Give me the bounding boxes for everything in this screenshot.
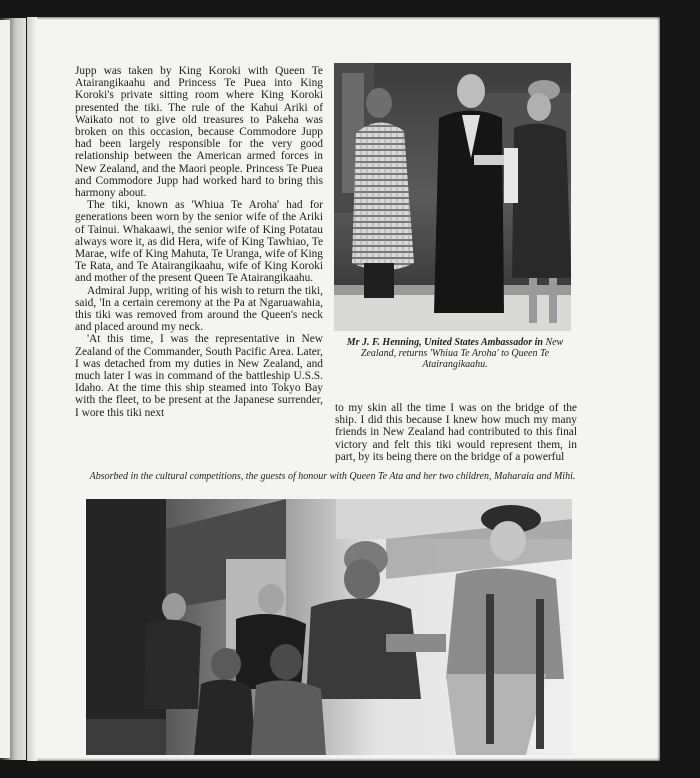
previous-page-sliver: [0, 20, 10, 758]
caption-ambassador-name: Mr J. F. Henning, United States Ambassador in: [346, 337, 543, 348]
paragraph-4: 'At this time, I was the representative in New Zealand of the Commander, South Pacific Area. Later, I was detached from my duties in New Zealand, and much later I was in command of the battleship U.S.S. Idaho. At the time this ship steamed into Tokyo Bay with the fleet, to be present at the Japanese surrender, I wore this tiki next: [75, 333, 323, 419]
caption-ambassador-rest: New Zealand, returns 'Whiua Te Aroha' to Queen Te Atairangikaahu.: [360, 337, 564, 370]
caption-ambassador: [335, 337, 575, 370]
photo-ambassador-image: [334, 63, 571, 331]
photo-guests: [86, 499, 572, 755]
paragraph-3: Admiral Jupp, writing of his wish to return the tiki, said, 'In a certain ceremony at the Pa at Ngaruawahia, this tiki was removed from around the Queen's neck and placed around my neck.: [75, 284, 323, 334]
photo-guests-image: [86, 499, 572, 755]
text-column-left: [75, 65, 323, 419]
paragraph-1: Jupp was taken by King Koroki with Queen Te Atairangikaahu and Princess Te Puea into King Koroki's private sitting room where King Koroki presented the tiki. The rule of the Kahui Ariki of Waikato not to give old treasures to Pakeha was broken on this occasion, because Commodore Jupp had been largely responsible for the very good relationship between the American armed forces in New Zealand, and the Maori people. Princess Te Puea and Commodore Jupp had worked hard to bring this harmony about.: [75, 65, 323, 200]
paragraph-2: The tiki, known as 'Whiua Te Aroha' had for generations been worn by the senior wife of the Ariki of Tainui. Whakaawi, the senior wife of King Potatau always wore it, as did Hera, wife of King Tawhiao, Te Marae, wife of King Mahuta, Te Uranga, wife of King Te Rata, and Te Atairangikaahu, wife of King Koroki and mother of the present Queen Te Atairangikaahu.: [75, 199, 323, 285]
paragraph-5: to my skin all the time I was on the bridge of the ship. I did this because I knew how much my many friends in New Zealand had contributed to this final victory and felt this tiki would represent them, in part, by its being there on the bridge of a powerful: [335, 402, 577, 463]
page-gutter: [27, 17, 37, 761]
text-column-right: [335, 402, 577, 463]
caption-guests: Absorbed in the cultural competitions, the guests of honour with Queen Te Ata and her two children, Maharaia and Mihi.: [89, 471, 576, 482]
photo-ambassador: [334, 63, 571, 331]
